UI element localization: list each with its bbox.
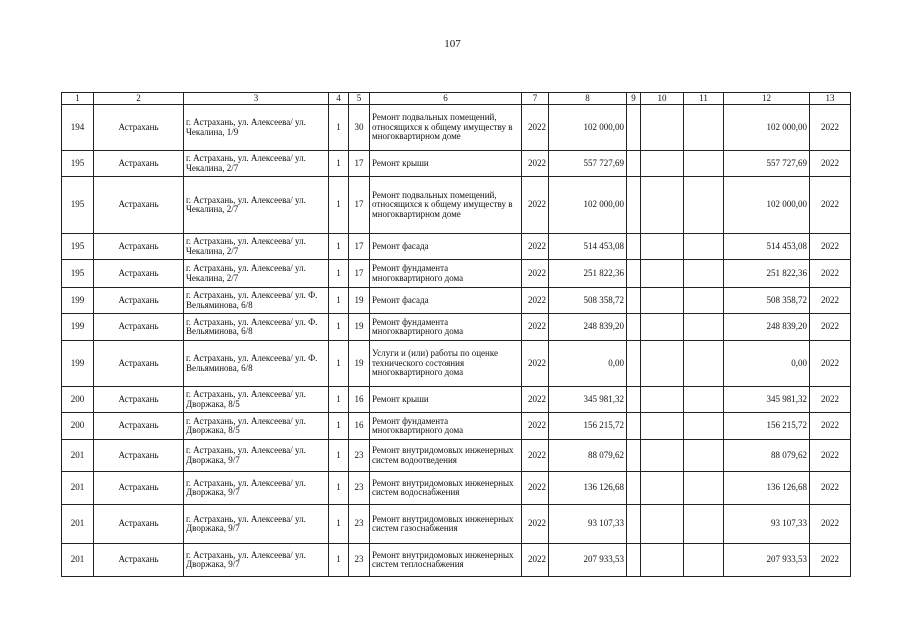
cell-col-5: 17 bbox=[349, 177, 370, 234]
cell-col-10 bbox=[641, 234, 684, 260]
cell-col-3: г. Астрахань, ул. Алексеева/ ул. Ф. Вельяминова, 6/8 bbox=[184, 288, 329, 314]
cell-col-8: 251 822,36 bbox=[549, 260, 627, 288]
cell-col-1: 201 bbox=[62, 472, 94, 505]
cell-col-4: 1 bbox=[329, 544, 349, 577]
cell-col-5: 17 bbox=[349, 234, 370, 260]
column-header-6: 6 bbox=[370, 93, 522, 105]
cell-col-5: 23 bbox=[349, 472, 370, 505]
cell-col-8: 508 358,72 bbox=[549, 288, 627, 314]
cell-col-1: 199 bbox=[62, 341, 94, 387]
cell-col-12: 248 839,20 bbox=[724, 314, 810, 341]
cell-col-1: 201 bbox=[62, 544, 94, 577]
cell-col-3: г. Астрахань, ул. Алексеева/ ул. Дворжака, 9/7 bbox=[184, 505, 329, 544]
cell-col-12: 345 981,32 bbox=[724, 387, 810, 413]
cell-col-6: Ремонт крыши bbox=[370, 151, 522, 177]
cell-col-5: 16 bbox=[349, 413, 370, 440]
cell-col-2: Астрахань bbox=[94, 472, 184, 505]
cell-col-2: Астрахань bbox=[94, 387, 184, 413]
page-number: 107 bbox=[444, 38, 461, 50]
cell-col-7: 2022 bbox=[522, 288, 549, 314]
cell-col-13: 2022 bbox=[810, 341, 851, 387]
column-header-10: 10 bbox=[641, 93, 684, 105]
cell-col-11 bbox=[684, 472, 724, 505]
cell-col-11 bbox=[684, 387, 724, 413]
cell-col-7: 2022 bbox=[522, 177, 549, 234]
cell-col-2: Астрахань bbox=[94, 151, 184, 177]
cell-col-6: Ремонт крыши bbox=[370, 387, 522, 413]
cell-col-8: 88 079,62 bbox=[549, 440, 627, 472]
cell-col-10 bbox=[641, 413, 684, 440]
table-row bbox=[62, 472, 851, 505]
column-header-7: 7 bbox=[522, 93, 549, 105]
cell-col-5: 23 bbox=[349, 544, 370, 577]
table-row bbox=[62, 177, 851, 234]
cell-col-11 bbox=[684, 341, 724, 387]
cell-col-12: 207 933,53 bbox=[724, 544, 810, 577]
cell-col-5: 23 bbox=[349, 505, 370, 544]
cell-col-12: 0,00 bbox=[724, 341, 810, 387]
cell-col-13: 2022 bbox=[810, 505, 851, 544]
cell-col-5: 19 bbox=[349, 288, 370, 314]
cell-col-4: 1 bbox=[329, 341, 349, 387]
column-header-11: 11 bbox=[684, 93, 724, 105]
cell-col-11 bbox=[684, 234, 724, 260]
cell-col-1: 201 bbox=[62, 505, 94, 544]
cell-col-8: 248 839,20 bbox=[549, 314, 627, 341]
table-row bbox=[62, 105, 851, 151]
cell-col-3: г. Астрахань, ул. Алексеева/ ул. Дворжака, 9/7 bbox=[184, 472, 329, 505]
cell-col-3: г. Астрахань, ул. Алексеева/ ул. Ф. Вельяминова, 6/8 bbox=[184, 341, 329, 387]
cell-col-11 bbox=[684, 544, 724, 577]
cell-col-5: 19 bbox=[349, 314, 370, 341]
cell-col-12: 88 079,62 bbox=[724, 440, 810, 472]
cell-col-11 bbox=[684, 440, 724, 472]
cell-col-9 bbox=[627, 505, 641, 544]
cell-col-9 bbox=[627, 105, 641, 151]
cell-col-9 bbox=[627, 151, 641, 177]
cell-col-1: 195 bbox=[62, 177, 94, 234]
cell-col-1: 201 bbox=[62, 440, 94, 472]
cell-col-12: 557 727,69 bbox=[724, 151, 810, 177]
cell-col-8: 102 000,00 bbox=[549, 177, 627, 234]
column-header-3: 3 bbox=[184, 93, 329, 105]
header-row bbox=[62, 93, 851, 105]
table-row bbox=[62, 288, 851, 314]
cell-col-11 bbox=[684, 151, 724, 177]
cell-col-2: Астрахань bbox=[94, 314, 184, 341]
cell-col-9 bbox=[627, 260, 641, 288]
column-header-5: 5 bbox=[349, 93, 370, 105]
cell-col-13: 2022 bbox=[810, 234, 851, 260]
cell-col-10 bbox=[641, 544, 684, 577]
cell-col-13: 2022 bbox=[810, 260, 851, 288]
cell-col-6: Услуги и (или) работы по оценке технического состояния многоквартирного дома bbox=[370, 341, 522, 387]
cell-col-13: 2022 bbox=[810, 177, 851, 234]
cell-col-8: 136 126,68 bbox=[549, 472, 627, 505]
cell-col-4: 1 bbox=[329, 413, 349, 440]
cell-col-4: 1 bbox=[329, 288, 349, 314]
cell-col-7: 2022 bbox=[522, 260, 549, 288]
cell-col-7: 2022 bbox=[522, 314, 549, 341]
table-row bbox=[62, 505, 851, 544]
cell-col-6: Ремонт подвальных помещений, относящихся к общему имуществу в многоквартирном доме bbox=[370, 105, 522, 151]
cell-col-1: 200 bbox=[62, 413, 94, 440]
cell-col-7: 2022 bbox=[522, 440, 549, 472]
cell-col-4: 1 bbox=[329, 234, 349, 260]
cell-col-11 bbox=[684, 177, 724, 234]
cell-col-6: Ремонт внутридомовых инженерных систем водоснабжения bbox=[370, 472, 522, 505]
cell-col-6: Ремонт внутридомовых инженерных систем газоснабжения bbox=[370, 505, 522, 544]
cell-col-2: Астрахань bbox=[94, 341, 184, 387]
table-body bbox=[62, 105, 851, 577]
cell-col-1: 199 bbox=[62, 288, 94, 314]
cell-col-11 bbox=[684, 260, 724, 288]
cell-col-10 bbox=[641, 151, 684, 177]
cell-col-6: Ремонт фасада bbox=[370, 288, 522, 314]
cell-col-13: 2022 bbox=[810, 413, 851, 440]
cell-col-12: 156 215,72 bbox=[724, 413, 810, 440]
cell-col-1: 195 bbox=[62, 151, 94, 177]
table-row bbox=[62, 260, 851, 288]
cell-col-3: г. Астрахань, ул. Алексеева/ ул. Чекалина, 2/7 bbox=[184, 151, 329, 177]
cell-col-11 bbox=[684, 105, 724, 151]
cell-col-12: 93 107,33 bbox=[724, 505, 810, 544]
cell-col-11 bbox=[684, 314, 724, 341]
cell-col-5: 19 bbox=[349, 341, 370, 387]
cell-col-10 bbox=[641, 105, 684, 151]
cell-col-3: г. Астрахань, ул. Алексеева/ ул. Дворжака, 9/7 bbox=[184, 440, 329, 472]
cell-col-8: 102 000,00 bbox=[549, 105, 627, 151]
cell-col-12: 136 126,68 bbox=[724, 472, 810, 505]
cell-col-9 bbox=[627, 544, 641, 577]
cell-col-6: Ремонт подвальных помещений, относящихся к общему имуществу в многоквартирном доме bbox=[370, 177, 522, 234]
column-header-4: 4 bbox=[329, 93, 349, 105]
cell-col-10 bbox=[641, 288, 684, 314]
table-row bbox=[62, 314, 851, 341]
table-row bbox=[62, 544, 851, 577]
cell-col-9 bbox=[627, 387, 641, 413]
cell-col-12: 514 453,08 bbox=[724, 234, 810, 260]
cell-col-9 bbox=[627, 314, 641, 341]
table-row bbox=[62, 151, 851, 177]
cell-col-3: г. Астрахань, ул. Алексеева/ ул. Дворжака, 8/5 bbox=[184, 413, 329, 440]
cell-col-13: 2022 bbox=[810, 288, 851, 314]
cell-col-3: г. Астрахань, ул. Алексеева/ ул. Дворжака, 9/7 bbox=[184, 544, 329, 577]
cell-col-2: Астрахань bbox=[94, 413, 184, 440]
cell-col-4: 1 bbox=[329, 472, 349, 505]
cell-col-7: 2022 bbox=[522, 505, 549, 544]
cell-col-13: 2022 bbox=[810, 440, 851, 472]
cell-col-6: Ремонт фундамента многоквартирного дома bbox=[370, 413, 522, 440]
cell-col-2: Астрахань bbox=[94, 260, 184, 288]
cell-col-5: 16 bbox=[349, 387, 370, 413]
cell-col-7: 2022 bbox=[522, 151, 549, 177]
cell-col-5: 23 bbox=[349, 440, 370, 472]
cell-col-10 bbox=[641, 440, 684, 472]
cell-col-12: 508 358,72 bbox=[724, 288, 810, 314]
cell-col-1: 194 bbox=[62, 105, 94, 151]
cell-col-7: 2022 bbox=[522, 472, 549, 505]
cell-col-1: 195 bbox=[62, 260, 94, 288]
cell-col-4: 1 bbox=[329, 177, 349, 234]
cell-col-2: Астрахань bbox=[94, 105, 184, 151]
cell-col-13: 2022 bbox=[810, 314, 851, 341]
cell-col-3: г. Астрахань, ул. Алексеева/ ул. Ф. Вельяминова, 6/8 bbox=[184, 314, 329, 341]
cell-col-6: Ремонт внутридомовых инженерных систем теплоснабжения bbox=[370, 544, 522, 577]
cell-col-2: Астрахань bbox=[94, 505, 184, 544]
cell-col-9 bbox=[627, 413, 641, 440]
cell-col-3: г. Астрахань, ул. Алексеева/ ул. Чекалина, 2/7 bbox=[184, 260, 329, 288]
cell-col-1: 200 bbox=[62, 387, 94, 413]
cell-col-10 bbox=[641, 314, 684, 341]
column-header-2: 2 bbox=[94, 93, 184, 105]
table-row bbox=[62, 341, 851, 387]
cell-col-10 bbox=[641, 177, 684, 234]
cell-col-7: 2022 bbox=[522, 234, 549, 260]
cell-col-13: 2022 bbox=[810, 151, 851, 177]
cell-col-2: Астрахань bbox=[94, 544, 184, 577]
cell-col-8: 514 453,08 bbox=[549, 234, 627, 260]
cell-col-10 bbox=[641, 341, 684, 387]
cell-col-6: Ремонт внутридомовых инженерных систем водоотведения bbox=[370, 440, 522, 472]
column-header-13: 13 bbox=[810, 93, 851, 105]
cell-col-9 bbox=[627, 440, 641, 472]
cell-col-4: 1 bbox=[329, 505, 349, 544]
cell-col-4: 1 bbox=[329, 314, 349, 341]
cell-col-9 bbox=[627, 288, 641, 314]
cell-col-7: 2022 bbox=[522, 413, 549, 440]
cell-col-2: Астрахань bbox=[94, 234, 184, 260]
cell-col-9 bbox=[627, 177, 641, 234]
cell-col-9 bbox=[627, 234, 641, 260]
cell-col-9 bbox=[627, 472, 641, 505]
cell-col-12: 251 822,36 bbox=[724, 260, 810, 288]
cell-col-9 bbox=[627, 341, 641, 387]
table-row bbox=[62, 413, 851, 440]
cell-col-5: 17 bbox=[349, 151, 370, 177]
cell-col-8: 557 727,69 bbox=[549, 151, 627, 177]
cell-col-13: 2022 bbox=[810, 544, 851, 577]
cell-col-5: 30 bbox=[349, 105, 370, 151]
cell-col-3: г. Астрахань, ул. Алексеева/ ул. Дворжака, 8/5 bbox=[184, 387, 329, 413]
column-header-12: 12 bbox=[724, 93, 810, 105]
column-header-8: 8 bbox=[549, 93, 627, 105]
cell-col-3: г. Астрахань, ул. Алексеева/ ул. Чекалина, 2/7 bbox=[184, 234, 329, 260]
cell-col-11 bbox=[684, 505, 724, 544]
cell-col-10 bbox=[641, 260, 684, 288]
cell-col-1: 195 bbox=[62, 234, 94, 260]
cell-col-4: 1 bbox=[329, 260, 349, 288]
cell-col-1: 199 bbox=[62, 314, 94, 341]
table-row bbox=[62, 440, 851, 472]
column-header-9: 9 bbox=[627, 93, 641, 105]
cell-col-2: Астрахань bbox=[94, 177, 184, 234]
table-row bbox=[62, 387, 851, 413]
cell-col-5: 17 bbox=[349, 260, 370, 288]
cell-col-3: г. Астрахань, ул. Алексеева/ ул. Чекалина, 1/9 bbox=[184, 105, 329, 151]
cell-col-12: 102 000,00 bbox=[724, 177, 810, 234]
cell-col-7: 2022 bbox=[522, 341, 549, 387]
cell-col-11 bbox=[684, 413, 724, 440]
cell-col-8: 345 981,32 bbox=[549, 387, 627, 413]
cell-col-7: 2022 bbox=[522, 387, 549, 413]
cell-col-13: 2022 bbox=[810, 387, 851, 413]
cell-col-6: Ремонт фундамента многоквартирного дома bbox=[370, 260, 522, 288]
column-header-1: 1 bbox=[62, 93, 94, 105]
cell-col-6: Ремонт фундамента многоквартирного дома bbox=[370, 314, 522, 341]
cell-col-8: 207 933,53 bbox=[549, 544, 627, 577]
cell-col-11 bbox=[684, 288, 724, 314]
table-row bbox=[62, 234, 851, 260]
cell-col-7: 2022 bbox=[522, 544, 549, 577]
cell-col-4: 1 bbox=[329, 440, 349, 472]
cell-col-8: 0,00 bbox=[549, 341, 627, 387]
cell-col-13: 2022 bbox=[810, 472, 851, 505]
cell-col-2: Астрахань bbox=[94, 288, 184, 314]
cell-col-8: 93 107,33 bbox=[549, 505, 627, 544]
cell-col-4: 1 bbox=[329, 151, 349, 177]
cell-col-8: 156 215,72 bbox=[549, 413, 627, 440]
cell-col-12: 102 000,00 bbox=[724, 105, 810, 151]
cell-col-3: г. Астрахань, ул. Алексеева/ ул. Чекалина, 2/7 bbox=[184, 177, 329, 234]
cell-col-6: Ремонт фасада bbox=[370, 234, 522, 260]
capital-repair-table bbox=[61, 92, 851, 577]
cell-col-4: 1 bbox=[329, 105, 349, 151]
cell-col-10 bbox=[641, 505, 684, 544]
cell-col-2: Астрахань bbox=[94, 440, 184, 472]
cell-col-4: 1 bbox=[329, 387, 349, 413]
cell-col-7: 2022 bbox=[522, 105, 549, 151]
cell-col-10 bbox=[641, 472, 684, 505]
cell-col-10 bbox=[641, 387, 684, 413]
cell-col-13: 2022 bbox=[810, 105, 851, 151]
